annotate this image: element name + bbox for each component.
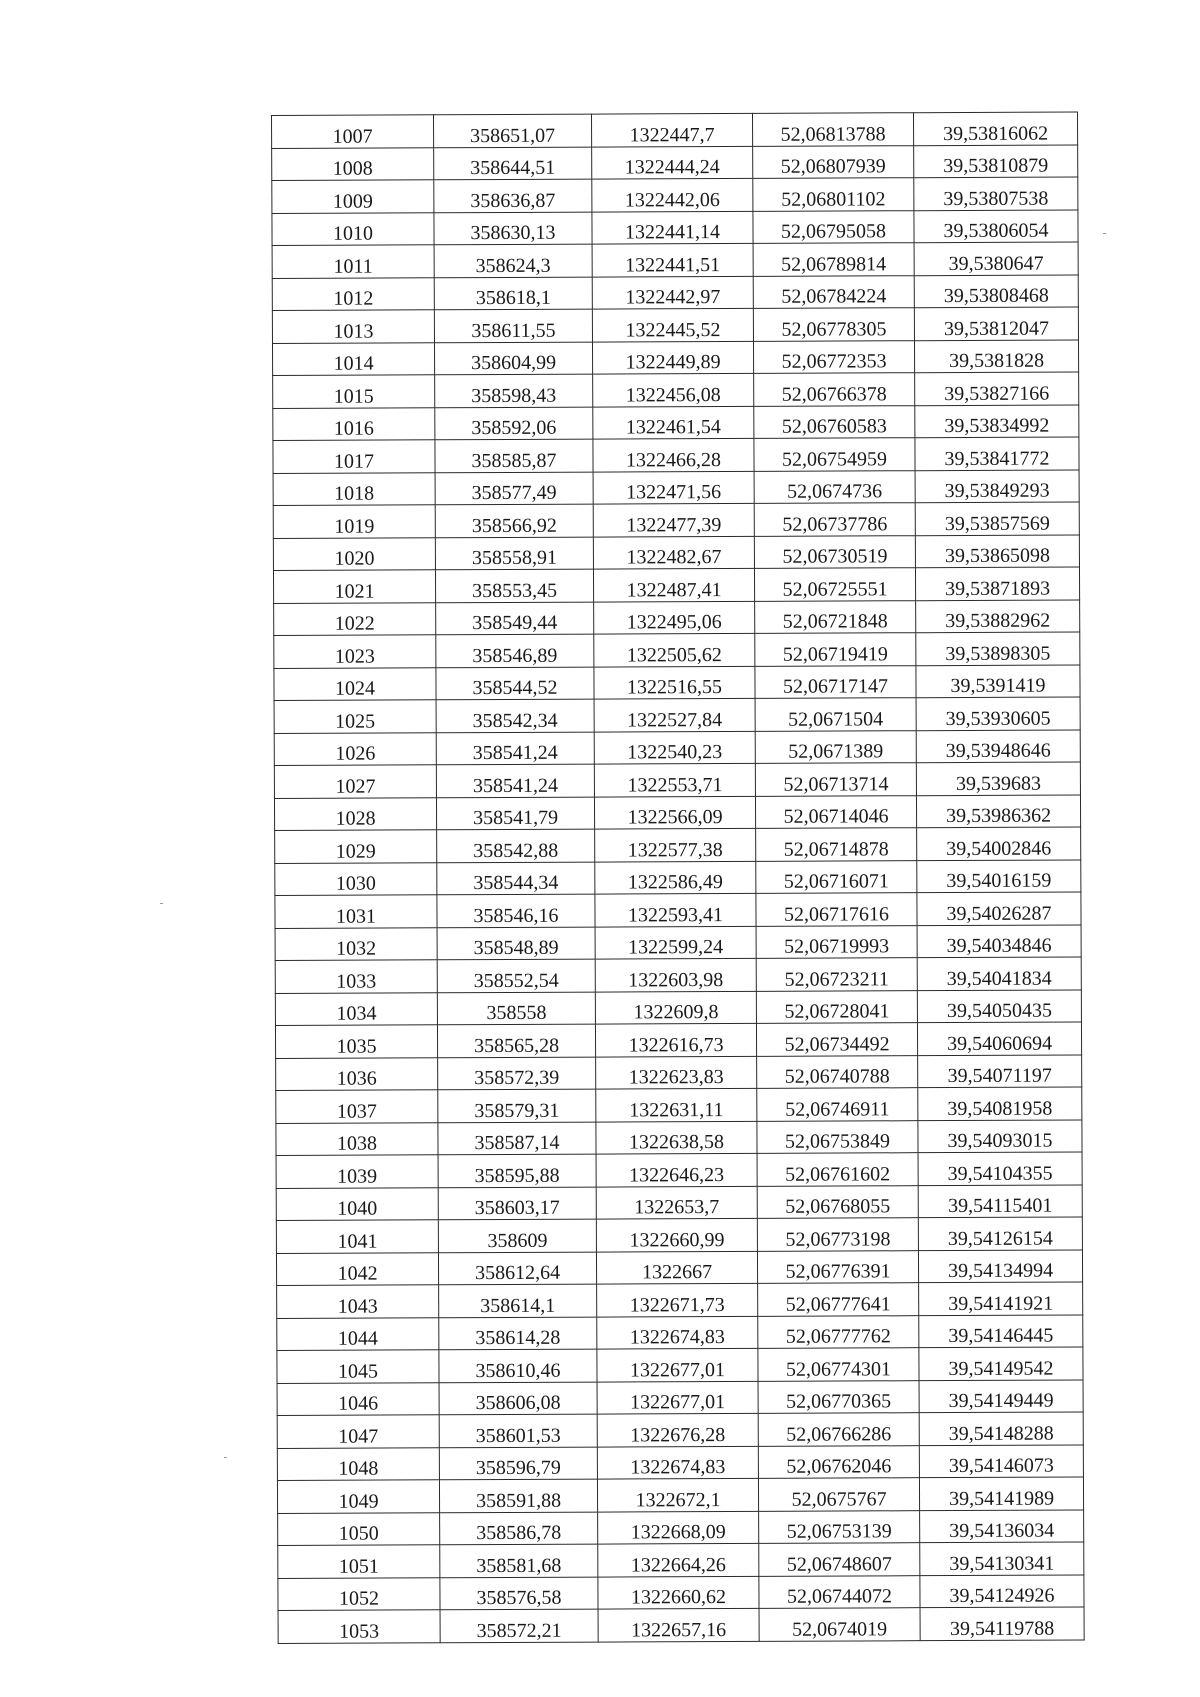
latitude-cell: 52,06768055: [757, 1185, 918, 1218]
longitude-cell: 39,53810879: [914, 144, 1078, 177]
y-coordinate-cell: 1322668,09: [598, 1511, 759, 1544]
latitude-cell: 52,06754959: [754, 438, 915, 471]
latitude-cell: 52,06753849: [757, 1120, 918, 1153]
longitude-cell: 39,54093015: [918, 1119, 1082, 1152]
y-coordinate-cell: 1322505,62: [594, 633, 755, 666]
longitude-cell: 39,5381828: [914, 339, 1078, 372]
point-number-cell: 1023: [274, 635, 436, 668]
latitude-cell: 52,06766378: [754, 373, 915, 406]
point-number-cell: 1030: [275, 862, 437, 895]
longitude-cell: 39,54149542: [919, 1347, 1083, 1380]
x-coordinate-cell: 358611,55: [434, 309, 592, 342]
x-coordinate-cell: 358598,43: [435, 374, 593, 407]
point-number-cell: 1053: [278, 1610, 440, 1643]
x-coordinate-cell: 358614,1: [439, 1284, 597, 1317]
y-coordinate-cell: 1322461,54: [593, 406, 754, 439]
latitude-cell: 52,06737786: [754, 503, 915, 536]
x-coordinate-cell: 358581,68: [440, 1544, 598, 1577]
y-coordinate-cell: 1322674,83: [597, 1446, 758, 1479]
point-number-cell: 1013: [272, 310, 434, 343]
latitude-cell: 52,06776391: [757, 1250, 918, 1283]
latitude-cell: 52,06719993: [756, 925, 917, 958]
x-coordinate-cell: 358546,16: [437, 894, 595, 927]
table-row: [272, 242, 1078, 278]
longitude-cell: 39,54130341: [920, 1542, 1084, 1575]
coordinates-table-body: [272, 112, 1085, 1643]
table-row: [276, 1184, 1082, 1220]
x-coordinate-cell: 358576,58: [440, 1577, 598, 1610]
point-number-cell: 1024: [274, 667, 436, 700]
table-row: [276, 1087, 1082, 1123]
table-row: [277, 1347, 1083, 1383]
point-number-cell: 1046: [277, 1382, 439, 1415]
scan-speck: [1103, 233, 1106, 234]
table-row: [274, 664, 1080, 700]
x-coordinate-cell: 358552,54: [437, 959, 595, 992]
latitude-cell: 52,06746911: [757, 1088, 918, 1121]
table-row: [278, 1542, 1084, 1578]
longitude-cell: 39,53806054: [914, 209, 1078, 242]
table-row: [276, 1249, 1082, 1285]
latitude-cell: 52,06772353: [753, 340, 914, 373]
table-row: [277, 1444, 1083, 1480]
x-coordinate-cell: 358596,79: [439, 1447, 597, 1480]
y-coordinate-cell: 1322456,08: [593, 373, 754, 406]
y-coordinate-cell: 1322660,62: [598, 1576, 759, 1609]
y-coordinate-cell: 1322495,06: [594, 601, 755, 634]
x-coordinate-cell: 358614,28: [439, 1317, 597, 1350]
y-coordinate-cell: 1322676,28: [597, 1413, 758, 1446]
x-coordinate-cell: 358595,88: [438, 1154, 596, 1187]
latitude-cell: 52,06740788: [757, 1055, 918, 1088]
point-number-cell: 1014: [272, 342, 434, 375]
x-coordinate-cell: 358618,1: [434, 277, 592, 310]
table-row: [277, 1379, 1083, 1415]
table-row: [276, 1119, 1082, 1155]
longitude-cell: 39,53849293: [915, 469, 1079, 502]
point-number-cell: 1017: [273, 440, 435, 473]
table-row: [275, 989, 1081, 1025]
longitude-cell: 39,53948646: [916, 729, 1080, 762]
point-number-cell: 1036: [276, 1057, 438, 1090]
y-coordinate-cell: 1322471,56: [593, 471, 754, 504]
y-coordinate-cell: 1322677,01: [597, 1381, 758, 1414]
longitude-cell: 39,5391419: [916, 664, 1080, 697]
latitude-cell: 52,0671504: [755, 698, 916, 731]
table-row: [276, 1152, 1082, 1188]
latitude-cell: 52,06784224: [753, 275, 914, 308]
table-row: [273, 502, 1079, 538]
longitude-cell: 39,53930605: [916, 697, 1080, 730]
point-number-cell: 1044: [277, 1317, 439, 1350]
table-row: [275, 957, 1081, 993]
table-row: [274, 729, 1080, 765]
x-coordinate-cell: 358585,87: [435, 439, 593, 472]
latitude-cell: 52,0674019: [759, 1608, 920, 1641]
point-number-cell: 1026: [274, 732, 436, 765]
x-coordinate-cell: 358612,64: [438, 1252, 596, 1285]
point-number-cell: 1049: [277, 1480, 439, 1513]
x-coordinate-cell: 358572,39: [438, 1057, 596, 1090]
longitude-cell: 39,54146445: [919, 1314, 1083, 1347]
x-coordinate-cell: 358541,24: [436, 732, 594, 765]
longitude-cell: 39,53812047: [914, 307, 1078, 340]
x-coordinate-cell: 358546,89: [436, 634, 594, 667]
x-coordinate-cell: 358606,08: [439, 1382, 597, 1415]
y-coordinate-cell: 1322566,09: [594, 796, 755, 829]
latitude-cell: 52,06730519: [754, 535, 915, 568]
latitude-cell: 52,06717147: [755, 665, 916, 698]
latitude-cell: 52,06734492: [756, 1023, 917, 1056]
longitude-cell: 39,54081958: [918, 1087, 1082, 1120]
point-number-cell: 1051: [278, 1545, 440, 1578]
longitude-cell: 39,53882962: [916, 599, 1080, 632]
x-coordinate-cell: 358548,89: [437, 927, 595, 960]
table-row: [272, 177, 1078, 213]
y-coordinate-cell: 1322553,71: [594, 763, 755, 796]
x-coordinate-cell: 358603,17: [438, 1187, 596, 1220]
y-coordinate-cell: 1322631,11: [596, 1088, 757, 1121]
latitude-cell: 52,06717616: [756, 893, 917, 926]
x-coordinate-cell: 358630,13: [434, 212, 592, 245]
longitude-cell: 39,53898305: [916, 632, 1080, 665]
table-row: [272, 209, 1078, 245]
latitude-cell: 52,06725551: [754, 568, 915, 601]
x-coordinate-cell: 358572,21: [440, 1609, 598, 1642]
point-number-cell: 1041: [276, 1220, 438, 1253]
point-number-cell: 1011: [272, 245, 434, 278]
point-number-cell: 1045: [277, 1350, 439, 1383]
y-coordinate-cell: 1322447,7: [591, 113, 752, 146]
x-coordinate-cell: 358586,78: [440, 1512, 598, 1545]
y-coordinate-cell: 1322660,99: [596, 1218, 757, 1251]
longitude-cell: 39,5380647: [914, 242, 1078, 275]
x-coordinate-cell: 358577,49: [435, 472, 593, 505]
longitude-cell: 39,539683: [916, 762, 1080, 795]
scan-speck: [224, 1457, 227, 1458]
latitude-cell: 52,06774301: [758, 1348, 919, 1381]
table-row: [274, 794, 1080, 830]
point-number-cell: 1043: [277, 1285, 439, 1318]
latitude-cell: 52,06714878: [756, 828, 917, 861]
table-row: [278, 1607, 1084, 1643]
y-coordinate-cell: 1322442,06: [592, 178, 753, 211]
x-coordinate-cell: 358604,99: [434, 342, 592, 375]
table-row: [275, 892, 1081, 928]
latitude-cell: 52,06723211: [756, 958, 917, 991]
x-coordinate-cell: 358553,45: [435, 569, 593, 602]
longitude-cell: 39,53808468: [914, 274, 1078, 307]
x-coordinate-cell: 358544,52: [436, 667, 594, 700]
table-row: [275, 827, 1081, 863]
latitude-cell: 52,06766286: [758, 1413, 919, 1446]
longitude-cell: 39,53857569: [915, 502, 1079, 535]
longitude-cell: 39,54002846: [917, 827, 1081, 860]
table-row: [272, 307, 1078, 343]
longitude-cell: 39,53807538: [914, 177, 1078, 210]
longitude-cell: 39,54026287: [917, 892, 1081, 925]
x-coordinate-cell: 358565,28: [437, 1024, 595, 1057]
table-row: [274, 762, 1080, 798]
y-coordinate-cell: 1322657,16: [598, 1608, 759, 1641]
longitude-cell: 39,54119788: [920, 1607, 1084, 1640]
longitude-cell: 39,54071197: [918, 1054, 1082, 1087]
longitude-cell: 39,53841772: [915, 437, 1079, 470]
y-coordinate-cell: 1322445,52: [592, 308, 753, 341]
longitude-cell: 39,54124926: [920, 1574, 1084, 1607]
table-row: [277, 1412, 1083, 1448]
longitude-cell: 39,54104355: [918, 1152, 1082, 1185]
table-row: [277, 1477, 1083, 1513]
longitude-cell: 39,54060694: [917, 1022, 1081, 1055]
longitude-cell: 39,53986362: [916, 794, 1080, 827]
point-number-cell: 1009: [272, 180, 434, 213]
table-row: [276, 1054, 1082, 1090]
point-number-cell: 1037: [276, 1090, 438, 1123]
point-number-cell: 1040: [276, 1187, 438, 1220]
longitude-cell: 39,54034846: [917, 924, 1081, 957]
latitude-cell: 52,06801102: [753, 178, 914, 211]
longitude-cell: 39,54115401: [918, 1184, 1082, 1217]
point-number-cell: 1035: [275, 1025, 437, 1058]
x-coordinate-cell: 358610,46: [439, 1349, 597, 1382]
latitude-cell: 52,06813788: [752, 113, 913, 146]
y-coordinate-cell: 1322527,84: [594, 698, 755, 731]
table-row: [273, 469, 1079, 505]
y-coordinate-cell: 1322671,73: [597, 1283, 758, 1316]
point-number-cell: 1010: [272, 212, 434, 245]
y-coordinate-cell: 1322482,67: [593, 536, 754, 569]
latitude-cell: 52,06770365: [758, 1380, 919, 1413]
point-number-cell: 1008: [272, 147, 434, 180]
table-row: [272, 112, 1078, 148]
y-coordinate-cell: 1322638,58: [596, 1121, 757, 1154]
y-coordinate-cell: 1322664,26: [598, 1543, 759, 1576]
y-coordinate-cell: 1322677,01: [597, 1348, 758, 1381]
x-coordinate-cell: 358541,79: [436, 797, 594, 830]
table-row: [272, 274, 1078, 310]
latitude-cell: 52,06807939: [753, 145, 914, 178]
latitude-cell: 52,06762046: [758, 1445, 919, 1478]
table-row: [275, 924, 1081, 960]
y-coordinate-cell: 1322599,24: [595, 926, 756, 959]
longitude-cell: 39,53827166: [915, 372, 1079, 405]
y-coordinate-cell: 1322593,41: [595, 893, 756, 926]
y-coordinate-cell: 1322646,23: [596, 1153, 757, 1186]
x-coordinate-cell: 358624,3: [434, 244, 592, 277]
longitude-cell: 39,54141989: [919, 1477, 1083, 1510]
latitude-cell: 52,0675767: [758, 1478, 919, 1511]
y-coordinate-cell: 1322487,41: [593, 568, 754, 601]
point-number-cell: 1025: [274, 700, 436, 733]
x-coordinate-cell: 358587,14: [438, 1122, 596, 1155]
longitude-cell: 39,53865098: [915, 534, 1079, 567]
point-number-cell: 1016: [273, 407, 435, 440]
point-number-cell: 1022: [274, 602, 436, 635]
x-coordinate-cell: 358544,34: [437, 862, 595, 895]
y-coordinate-cell: 1322609,8: [595, 991, 756, 1024]
point-number-cell: 1028: [274, 797, 436, 830]
latitude-cell: 52,06760583: [754, 405, 915, 438]
x-coordinate-cell: 358591,88: [439, 1479, 597, 1512]
longitude-cell: 39,54148288: [919, 1412, 1083, 1445]
point-number-cell: 1018: [273, 472, 435, 505]
longitude-cell: 39,53816062: [913, 112, 1077, 145]
point-number-cell: 1034: [275, 992, 437, 1025]
x-coordinate-cell: 358541,24: [436, 764, 594, 797]
latitude-cell: 52,06778305: [753, 308, 914, 341]
x-coordinate-cell: 358558: [437, 992, 595, 1025]
table-row: [273, 372, 1079, 408]
x-coordinate-cell: 358592,06: [435, 407, 593, 440]
latitude-cell: 52,06753139: [759, 1510, 920, 1543]
x-coordinate-cell: 358549,44: [436, 602, 594, 635]
table-row: [276, 1217, 1082, 1253]
point-number-cell: 1038: [276, 1122, 438, 1155]
x-coordinate-cell: 358644,51: [434, 147, 592, 180]
y-coordinate-cell: 1322540,23: [594, 731, 755, 764]
y-coordinate-cell: 1322586,49: [595, 861, 756, 894]
table-row: [272, 144, 1078, 180]
latitude-cell: 52,06713714: [755, 763, 916, 796]
x-coordinate-cell: 358651,07: [434, 114, 592, 147]
point-number-cell: 1050: [278, 1512, 440, 1545]
longitude-cell: 39,54146073: [919, 1444, 1083, 1477]
longitude-cell: 39,54016159: [917, 859, 1081, 892]
y-coordinate-cell: 1322616,73: [595, 1023, 756, 1056]
latitude-cell: 52,06728041: [756, 990, 917, 1023]
x-coordinate-cell: 358542,34: [436, 699, 594, 732]
scan-speck: [160, 903, 163, 904]
latitude-cell: 52,06789814: [753, 243, 914, 276]
longitude-cell: 39,54149449: [919, 1379, 1083, 1412]
latitude-cell: 52,06744072: [759, 1575, 920, 1608]
table-row: [272, 339, 1078, 375]
longitude-cell: 39,54050435: [917, 989, 1081, 1022]
point-number-cell: 1015: [273, 375, 435, 408]
point-number-cell: 1029: [275, 830, 437, 863]
point-number-cell: 1039: [276, 1155, 438, 1188]
point-number-cell: 1032: [275, 927, 437, 960]
latitude-cell: 52,06795058: [753, 210, 914, 243]
longitude-cell: 39,54126154: [918, 1217, 1082, 1250]
longitude-cell: 39,53834992: [915, 404, 1079, 437]
point-number-cell: 1052: [278, 1577, 440, 1610]
table-row: [278, 1574, 1084, 1610]
table-row: [274, 632, 1080, 668]
y-coordinate-cell: 1322653,7: [596, 1186, 757, 1219]
latitude-cell: 52,06719419: [755, 633, 916, 666]
latitude-cell: 52,06721848: [755, 600, 916, 633]
point-number-cell: 1031: [275, 895, 437, 928]
longitude-cell: 39,54141921: [919, 1282, 1083, 1315]
x-coordinate-cell: 358566,92: [435, 504, 593, 537]
point-number-cell: 1020: [273, 537, 435, 570]
y-coordinate-cell: 1322667: [596, 1251, 757, 1284]
table-row: [277, 1314, 1083, 1350]
x-coordinate-cell: 358579,31: [438, 1089, 596, 1122]
table-row: [274, 697, 1080, 733]
y-coordinate-cell: 1322674,83: [597, 1316, 758, 1349]
x-coordinate-cell: 358542,88: [437, 829, 595, 862]
x-coordinate-cell: 358558,91: [435, 537, 593, 570]
point-number-cell: 1019: [273, 505, 435, 538]
table-row: [273, 534, 1079, 570]
y-coordinate-cell: 1322441,14: [592, 211, 753, 244]
point-number-cell: 1033: [275, 960, 437, 993]
y-coordinate-cell: 1322516,55: [594, 666, 755, 699]
latitude-cell: 52,06761602: [757, 1153, 918, 1186]
point-number-cell: 1021: [273, 570, 435, 603]
point-number-cell: 1047: [277, 1415, 439, 1448]
latitude-cell: 52,0671389: [755, 730, 916, 763]
point-number-cell: 1007: [272, 115, 434, 148]
y-coordinate-cell: 1322449,89: [592, 341, 753, 374]
table-row: [273, 404, 1079, 440]
y-coordinate-cell: 1322466,28: [593, 438, 754, 471]
longitude-cell: 39,54134994: [918, 1249, 1082, 1282]
point-number-cell: 1027: [274, 765, 436, 798]
latitude-cell: 52,06773198: [757, 1218, 918, 1251]
x-coordinate-cell: 358636,87: [434, 179, 592, 212]
y-coordinate-cell: 1322672,1: [597, 1478, 758, 1511]
table-row: [274, 599, 1080, 635]
latitude-cell: 52,0674736: [754, 470, 915, 503]
x-coordinate-cell: 358601,53: [439, 1414, 597, 1447]
x-coordinate-cell: 358609: [438, 1219, 596, 1252]
latitude-cell: 52,06748607: [759, 1543, 920, 1576]
table-row: [278, 1509, 1084, 1545]
point-number-cell: 1012: [272, 277, 434, 310]
longitude-cell: 39,54136034: [920, 1509, 1084, 1542]
longitude-cell: 39,54041834: [917, 957, 1081, 990]
latitude-cell: 52,06714046: [755, 795, 916, 828]
coordinates-table: [271, 111, 1085, 1643]
table-row: [273, 567, 1079, 603]
latitude-cell: 52,06777641: [758, 1283, 919, 1316]
longitude-cell: 39,53871893: [915, 567, 1079, 600]
table-row: [277, 1282, 1083, 1318]
y-coordinate-cell: 1322477,39: [593, 503, 754, 536]
y-coordinate-cell: 1322603,98: [595, 958, 756, 991]
point-number-cell: 1042: [276, 1252, 438, 1285]
y-coordinate-cell: 1322444,24: [592, 146, 753, 179]
table-row: [275, 1022, 1081, 1058]
y-coordinate-cell: 1322442,97: [592, 276, 753, 309]
latitude-cell: 52,06777762: [758, 1315, 919, 1348]
table-row: [273, 437, 1079, 473]
y-coordinate-cell: 1322623,83: [596, 1056, 757, 1089]
point-number-cell: 1048: [277, 1447, 439, 1480]
latitude-cell: 52,06716071: [756, 860, 917, 893]
table-row: [275, 859, 1081, 895]
y-coordinate-cell: 1322577,38: [595, 828, 756, 861]
y-coordinate-cell: 1322441,51: [592, 243, 753, 276]
